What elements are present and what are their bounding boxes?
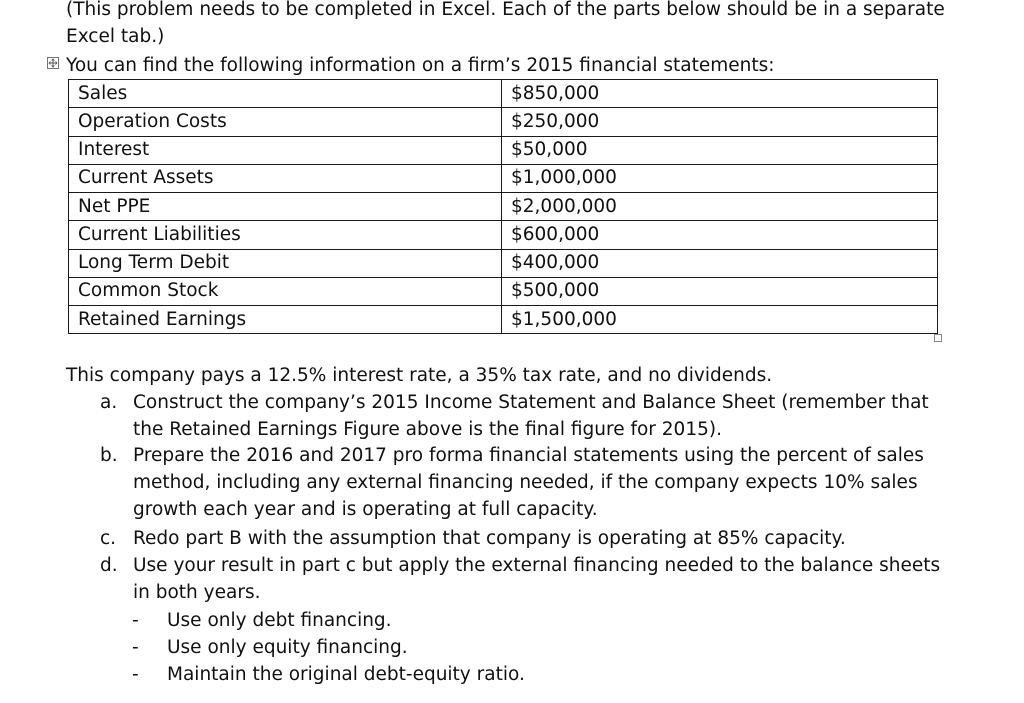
bullet-text: Use only equity financing.: [167, 637, 408, 658]
list-item-line: method, including any external financing needed, if the company expects 10% sales: [133, 472, 918, 493]
list-item-line: in both years.: [133, 582, 261, 603]
list-item-letter: a.: [100, 392, 118, 413]
row-value: $600,000: [502, 221, 938, 249]
company-info-paragraph: This company pays a 12.5% interest rate, a 35% tax rate, and no dividends.: [66, 365, 773, 386]
intro-line-1: (This problem needs to be completed in Excel. Each of the parts below should be in a separate: [66, 0, 945, 20]
financial-statements-table: [68, 79, 938, 334]
row-label: Long Term Debit: [69, 249, 502, 277]
list-item-line: Prepare the 2016 and 2017 pro forma financial statements using the percent of sales: [133, 445, 924, 466]
list-item-line: the Retained Earnings Figure above is the final figure for 2015).: [133, 419, 722, 440]
list-item-letter: d.: [100, 555, 118, 576]
bullet-dash: -: [132, 664, 139, 685]
row-value: $850,000: [502, 80, 938, 108]
list-item-line: Use your result in part c but apply the external financing needed to the balance sheets: [133, 555, 941, 576]
table-row: [69, 306, 938, 334]
list-item-line: Redo part B with the assumption that company is operating at 85% capacity.: [133, 528, 846, 549]
list-item-text: [133, 442, 933, 523]
bullet-text: Maintain the original debt-equity ratio.: [167, 664, 525, 685]
table-row: [69, 249, 938, 277]
list-item-line: growth each year and is operating at full capacity.: [133, 499, 598, 520]
row-label: Current Liabilities: [69, 221, 502, 249]
list-item-letter: c.: [100, 528, 117, 549]
bullet-dash: -: [132, 637, 139, 658]
table-row: [69, 108, 938, 136]
bullet-text: Use only debt financing.: [167, 610, 392, 631]
table-row: [69, 193, 938, 221]
row-label: Common Stock: [69, 277, 502, 305]
row-value: $1,000,000: [502, 164, 938, 192]
row-value: $250,000: [502, 108, 938, 136]
bullet-dash: -: [132, 610, 139, 631]
list-item-line: Construct the company’s 2015 Income Statement and Balance Sheet (remember that: [133, 392, 929, 413]
row-label: Operation Costs: [69, 108, 502, 136]
intro-line-2: Excel tab.): [66, 26, 165, 47]
row-value: $2,000,000: [502, 193, 938, 221]
intro-line-3: You can find the following information on a firm’s 2015 financial statements:: [66, 55, 775, 76]
table-row: [69, 164, 938, 192]
row-label: Sales: [69, 80, 502, 108]
row-value: $50,000: [502, 136, 938, 164]
row-label: Current Assets: [69, 164, 502, 192]
list-item-text: [133, 525, 933, 552]
table-move-handle-icon[interactable]: [47, 57, 59, 69]
list-item-letter: b.: [100, 445, 118, 466]
row-value: $1,500,000: [502, 306, 938, 334]
list-item-text: [133, 389, 933, 443]
table-row: [69, 221, 938, 249]
row-value: $400,000: [502, 249, 938, 277]
table-row: [69, 277, 938, 305]
row-label: Retained Earnings: [69, 306, 502, 334]
table-row: [69, 136, 938, 164]
row-label: Interest: [69, 136, 502, 164]
row-value: $500,000: [502, 277, 938, 305]
table-row: [69, 80, 938, 108]
list-item-text: [133, 552, 941, 606]
row-label: Net PPE: [69, 193, 502, 221]
table-resize-handle-icon[interactable]: [934, 334, 942, 342]
